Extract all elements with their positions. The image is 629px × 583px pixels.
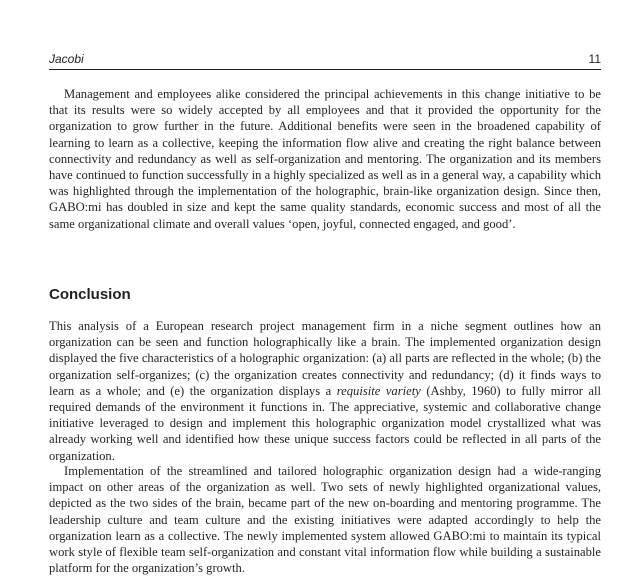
header-rule [49, 69, 601, 70]
italic-term-requisite-variety: requisite variety [336, 383, 421, 398]
body-paragraph-2 [49, 318, 601, 464]
body-paragraph-1: Management and employees alike considered the principal achievements in this change initiative to be that its results were so widely accepted by all employees and that it provided the opportunity for the organization to grow further in the future. Additional benefits were seen in the broadened capability of learning to learn as a collective, keeping the information flow alive and creating the right balance between connectivity and redundancy as well as self-organization and mentoring. The organization and its members have continued to function successfully in a highly specialized as well as in a general way, a capability which was highlighted through the implementation of the holographic, brain-like organization design. Since then, GABO:mi has doubled in size and kept the same quality standards, economic success and most of all the same organizational climate and overall values ‘open, joyful, connected engaged, and good’. [49, 87, 601, 231]
section-heading-conclusion: Conclusion [49, 286, 131, 303]
body-paragraph-3: Implementation of the streamlined and tailored holographic organization design had a wide-ranging impact on other areas of the organization as well. Two sets of newly highlighted organizational values, depicted as the two sides of the brain, became part of the new on-boarding and mentoring programme. The leadership culture and team culture and the existing initiatives were adapted accordingly to help the organization learn as a collective. The newly implemented system allowed GABO:mi to maintain its typical work style of flexible team self-organization and constant vital information flow while building a sustainable platform for the organization’s growth. [49, 464, 601, 576]
page-number: 11 [588, 52, 601, 66]
paragraph-2-text-start: This analysis of a European research project management firm in a niche segment outlines how an organization can be seen and function holographically like a brain. The implemented organization design displayed the five characteristics of a holographic organization: (a) all parts are reflected in the whole; (b) the organization self-organizes; (c) the organization creates connectivity and redundancy; (d) it finds ways to learn as a whole; and (e) the organization displays a [49, 319, 601, 398]
running-head: Jacobi [49, 52, 84, 66]
page-header [49, 49, 601, 69]
paragraph-2-text-end: (Ashby, 1960) to fully mirror all required demands of the environment it functions in. The appreciative, systemic and collaborative change initiative leveraged to design and implement this holographic organization model crystallized what was already working well and identified how these unique success factors could be reflected in all parts of the organization. [49, 383, 601, 463]
